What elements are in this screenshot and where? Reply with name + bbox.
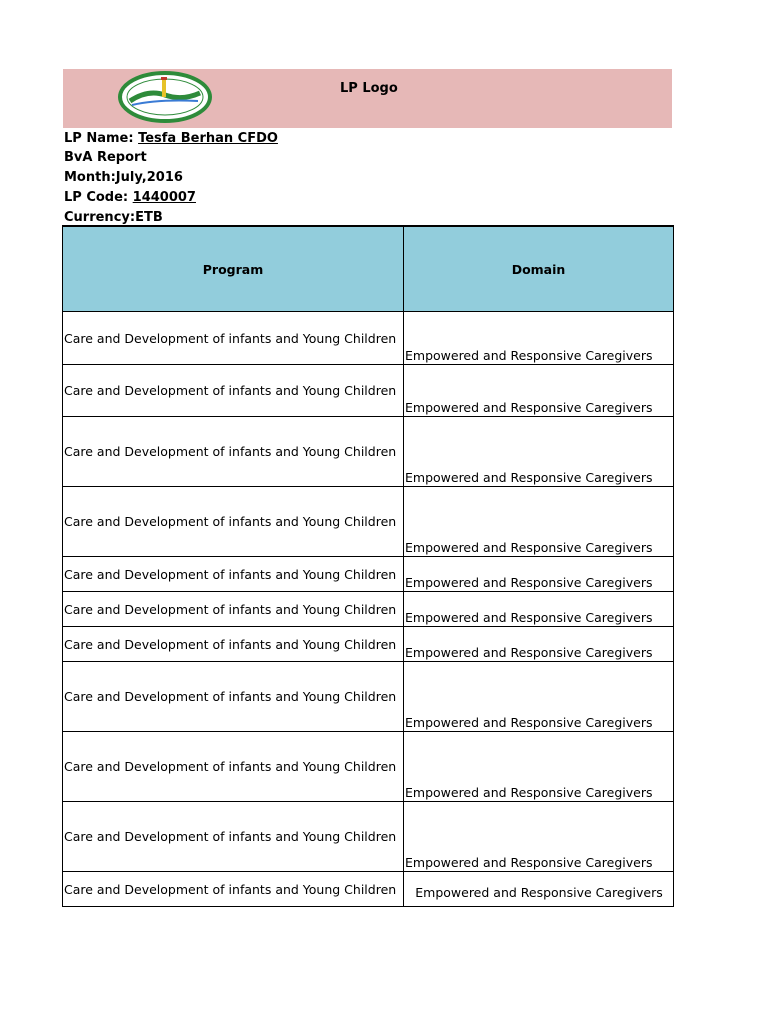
domain-cell: Empowered and Responsive Caregivers — [404, 732, 674, 802]
program-cell: Care and Development of infants and Young Children — [63, 592, 404, 627]
program-cell: Care and Development of infants and Young Children — [63, 662, 404, 732]
program-cell: Care and Development of infants and Young Children — [63, 872, 404, 907]
column-header-program: Program — [63, 226, 404, 312]
table-row — [63, 487, 674, 557]
table-header-row — [63, 226, 674, 312]
table-row — [63, 592, 674, 627]
domain-cell: Empowered and Responsive Caregivers — [404, 417, 674, 487]
table-row — [63, 365, 674, 417]
lp-code-line — [64, 190, 196, 206]
program-cell: Care and Development of infants and Young Children — [63, 557, 404, 592]
domain-cell: Empowered and Responsive Caregivers — [404, 662, 674, 732]
table-row — [63, 662, 674, 732]
table-row — [63, 417, 674, 487]
program-cell: Care and Development of infants and Young Children — [63, 732, 404, 802]
table-row — [63, 732, 674, 802]
program-cell: Care and Development of infants and Young Children — [63, 487, 404, 557]
logo-header-band — [63, 69, 672, 128]
program-cell: Care and Development of infants and Young Children — [63, 802, 404, 872]
domain-cell: Empowered and Responsive Caregivers — [404, 627, 674, 662]
domain-cell: Empowered and Responsive Caregivers — [404, 312, 674, 365]
organization-logo — [118, 71, 212, 123]
header-title: LP Logo — [340, 81, 398, 96]
table-row — [63, 802, 674, 872]
currency: Currency:ETB — [64, 210, 163, 225]
table-row — [63, 557, 674, 592]
domain-cell: Empowered and Responsive Caregivers — [404, 802, 674, 872]
program-cell: Care and Development of infants and Young Children — [63, 627, 404, 662]
domain-cell: Empowered and Responsive Caregivers — [404, 557, 674, 592]
domain-cell: Empowered and Responsive Caregivers — [404, 487, 674, 557]
lp-name-label: LP Name: — [64, 131, 139, 146]
program-cell: Care and Development of infants and Young Children — [63, 312, 404, 365]
domain-cell: Empowered and Responsive Caregivers — [404, 872, 674, 907]
domain-cell: Empowered and Responsive Caregivers — [404, 365, 674, 417]
table-row — [63, 872, 674, 907]
lp-name-value: Tesfa Berhan CFDO — [138, 131, 278, 146]
program-cell: Care and Development of infants and Young Children — [63, 417, 404, 487]
table-row — [63, 312, 674, 365]
column-header-domain: Domain — [404, 226, 674, 312]
lp-code-value: 1440007 — [132, 190, 196, 205]
report-month: Month:July,2016 — [64, 170, 183, 185]
program-domain-table — [62, 225, 674, 907]
lp-code-label: LP Code: — [64, 190, 133, 205]
program-cell: Care and Development of infants and Young Children — [63, 365, 404, 417]
domain-cell: Empowered and Responsive Caregivers — [404, 592, 674, 627]
table-row — [63, 627, 674, 662]
lp-name-line — [64, 131, 278, 147]
report-type: BvA Report — [64, 150, 147, 165]
